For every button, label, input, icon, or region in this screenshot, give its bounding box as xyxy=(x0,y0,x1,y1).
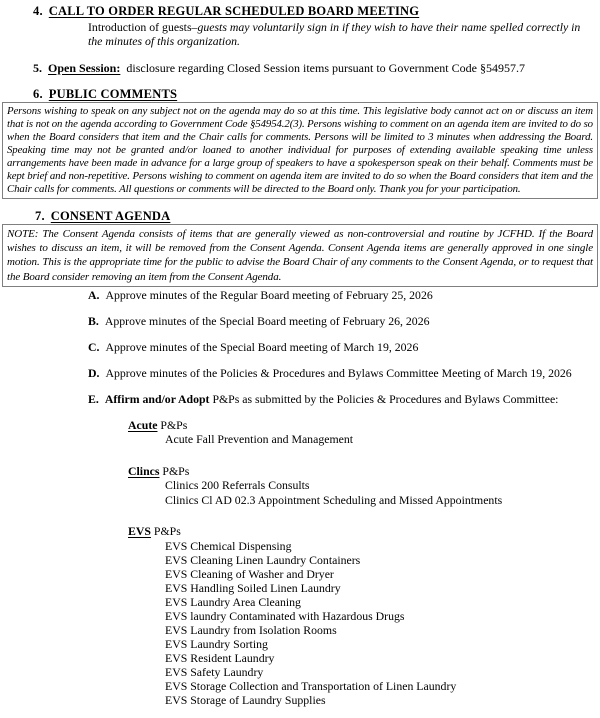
policy-group-clinics-suffix: P&Ps xyxy=(159,463,190,478)
policy-item: EVS Chemical Dispensing xyxy=(165,538,292,553)
policy-item: EVS Laundry Sorting xyxy=(165,636,268,651)
policy-item: Clinics 200 Referrals Consults xyxy=(165,478,310,493)
motion-e-bold-text: Affirm and/or Adopt xyxy=(104,391,210,406)
motion-b-text: Approve minutes of the Special Board meeting of February 26, 2026 xyxy=(104,313,430,328)
policy-item: EVS Laundry from Isolation Rooms xyxy=(165,622,337,637)
consent-agenda-note-box: NOTE: The Consent Agenda consists of items that are generally viewed as non-controversial and routine by JCFHD. If the Board wishes to discuss an item, it will be removed from the Consent Agenda. Consent Agenda items are generally approved in one single motion. This is the appropriate time for the public to advise the Board Chair of any comments to the Consent Agenda, or to request that the Board consider removing an item from the Consent Agenda. xyxy=(2,224,598,287)
section-4-intro xyxy=(88,20,588,48)
policy-item: EVS Handling Soiled Linen Laundry xyxy=(165,580,341,595)
policy-group-acute-heading xyxy=(128,418,600,433)
section-4-title: CALL TO ORDER REGULAR SCHEDULED BOARD MEETING xyxy=(48,4,420,18)
policy-item: Clinics Cl AD 02.3 Appointment Scheduling and Missed Appointments xyxy=(165,492,503,507)
section-5-number: 5. xyxy=(33,61,42,75)
policy-group-clinics xyxy=(128,464,600,508)
motion-a-text: Approve minutes of the Regular Board meeting of February 25, 2026 xyxy=(105,287,433,302)
intro-plain-text: Introduction of guests– xyxy=(88,20,198,34)
policy-item: EVS Cleaning of Washer and Dryer xyxy=(165,566,334,581)
section-5-text: disclosure regarding Closed Session items pursuant to Government Code §54957.7 xyxy=(126,61,525,75)
motion-e xyxy=(88,393,600,406)
policy-group-evs-name: EVS xyxy=(128,524,151,539)
policy-group-evs-suffix: P&Ps xyxy=(150,524,181,539)
section-6-heading xyxy=(33,87,600,102)
policy-item: Acute Fall Prevention and Management xyxy=(165,432,354,447)
policy-group-clinics-heading xyxy=(128,464,600,479)
section-4-heading xyxy=(33,4,600,19)
motion-b-letter: B. xyxy=(88,313,99,328)
motion-c-text: Approve minutes of the Special Board meeting of March 19, 2026 xyxy=(105,339,419,354)
section-7-title: CONSENT AGENDA xyxy=(50,209,171,223)
motion-d-letter: D. xyxy=(88,365,100,380)
intro-italic-text: guests may voluntarily sign in if they wish to have their name spelled correctly in the minutes of this organization. xyxy=(88,20,581,48)
motion-e-letter: E. xyxy=(88,391,99,406)
policy-group-evs-items xyxy=(128,539,600,707)
section-4-number: 4. xyxy=(33,4,43,18)
policy-item: EVS Laundry Area Cleaning xyxy=(165,594,301,609)
policy-group-clinics-name: Clincs xyxy=(128,463,160,478)
policy-item: EVS Storage Collection and Transportation of Linen Laundry xyxy=(165,678,457,693)
policy-group-evs xyxy=(128,524,600,707)
motion-d xyxy=(88,367,600,380)
policy-group-acute-name: Acute xyxy=(128,417,158,432)
motion-c-letter: C. xyxy=(88,339,100,354)
policy-group-acute-items xyxy=(128,432,600,447)
section-7-heading xyxy=(35,209,600,224)
policy-item: EVS Resident Laundry xyxy=(165,650,275,665)
section-7-number: 7. xyxy=(35,209,45,223)
policy-item: EVS Cleaning Linen Laundry Containers xyxy=(165,552,361,567)
public-comments-notice-box: Persons wishing to speak on any subject not on the agenda may do so at this time. This legislative body cannot act on or discuss an item that is not on the agenda according to Government Code §54954.2(3). Persons wishing to comment on an agenda item are invited to do so when the Board considers that item and the Chair calls for comments. Persons will be limited to 3 minutes when addressing the Board. Speaking time may not be granted and/or loaned to another individual for purposes of extending available speaking time unless arrangements have been made in advance for a large group of speakers to have a spokesperson speak on their behalf. Comments must be kept brief and non-repetitive. Persons wishing to comment on agenda item are invited to do so when the Board considers that item and the Chair calls for comments. All questions or comments will be directed to the Board only. Thank you for your participation. xyxy=(2,102,598,199)
section-5-line xyxy=(33,61,600,75)
policy-item: EVS Storage of Laundry Supplies xyxy=(165,692,326,707)
policy-item: EVS Safety Laundry xyxy=(165,664,264,679)
policy-item: EVS laundry Contaminated with Hazardous Drugs xyxy=(165,608,405,623)
motion-a xyxy=(88,289,600,302)
section-5-label: Open Session: xyxy=(48,61,121,75)
motion-a-letter: A. xyxy=(88,287,100,302)
policy-group-evs-heading xyxy=(128,524,600,539)
section-6-number: 6. xyxy=(33,87,43,101)
motion-b xyxy=(88,315,600,328)
section-6-title: PUBLIC COMMENTS xyxy=(48,87,178,101)
policy-group-clinics-items xyxy=(128,478,600,507)
policy-group-acute-suffix: P&Ps xyxy=(157,417,188,432)
motion-e-text: P&Ps as submitted by the Policies & Procedures and Bylaws Committee: xyxy=(212,391,559,406)
motion-c xyxy=(88,341,600,354)
motion-d-text: Approve minutes of the Policies & Procedures and Bylaws Committee Meeting of March 19, 2026 xyxy=(105,365,572,380)
policy-group-acute xyxy=(128,418,600,447)
